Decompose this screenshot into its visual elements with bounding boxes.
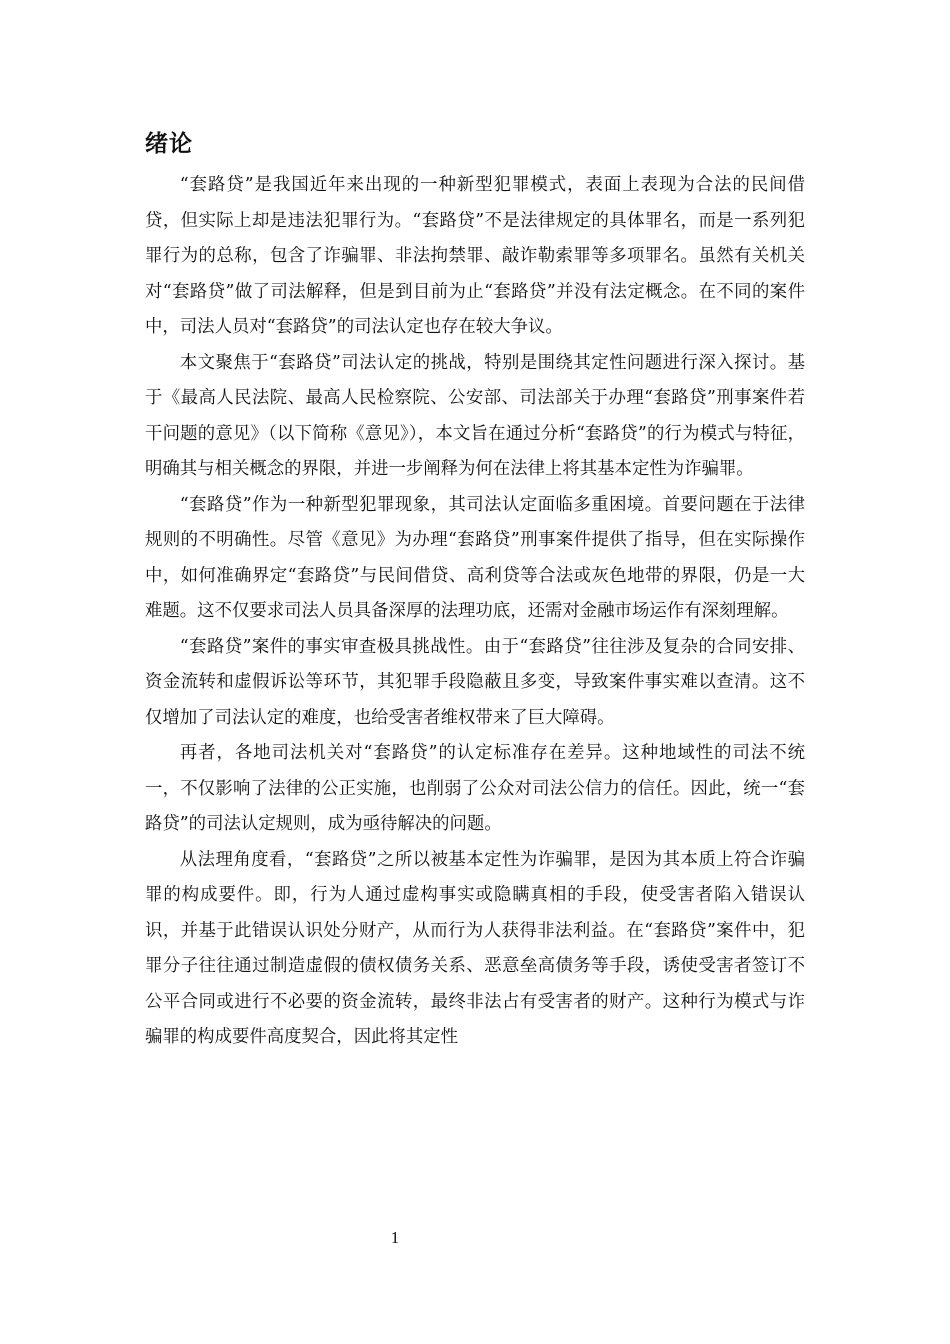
page-number: 1 <box>390 1228 400 1247</box>
paragraph-2: 本文聚焦于“套路贷”司法认定的挑战，特别是围绕其定性问题进行深入探讨。基于《最高人民法院、最高人民检察院、公安部、司法部关于办理“套路贷”刑事案件若干问题的意见》（以下简称《意见》），本文旨在通过分析“套路贷”的行为模式与特征，明确其与相关概念的界限，并进一步阐释为何在法律上将其基本定性为诈骗罪。 <box>145 352 805 479</box>
paragraph-1: “套路贷”是我国近年来出现的一种新型犯罪模式，表面上表现为合法的民间借贷，但实际上却是违法犯罪行为。“套路贷”不是法律规定的具体罪名，而是一系列犯罪行为的总称，包含了诈骗罪、非法拘禁罪、敲诈勒索罪等多项罪名。虽然有关机关对“套路贷”做了司法解释，但是到目前为止“套路贷”并没有法定概念。在不同的案件中，司法人员对“套路贷”的司法认定也存在较大争议。 <box>145 175 805 337</box>
paragraph-4: “套路贷”案件的事实审查极具挑战性。由于“套路贷”往往涉及复杂的合同安排、资金流转和虚假诉讼等环节，其犯罪手段隐蔽且多变，导致案件事实难以查清。这不仅增加了司法认定的难度，也给受害者维权带来了巨大障碍。 <box>145 636 805 728</box>
paragraph-3: “套路贷”作为一种新型犯罪现象，其司法认定面临多重困境。首要问题在于法律规则的不明确性。尽管《意见》为办理“套路贷”刑事案件提供了指导，但在实际操作中，如何准确界定“套路贷”与民间借贷、高利贷等合法或灰色地带的界限，仍是一大难题。这不仅要求司法人员具备深厚的法理功底，还需对金融市场运作有深刻理解。 <box>145 494 805 621</box>
paragraph-6: 从法理角度看，“套路贷”之所以被基本定性为诈骗罪，是因为其本质上符合诈骗罪的构成要件。即，行为人通过虚构事实或隐瞒真相的手段，使受害者陷入错误认识，并基于此错误认识处分财产，从而行为人获得非法利益。在“套路贷”案件中，犯罪分子往往通过制造虚假的债权债务关系、恶意垒高债务等手段，诱使受害者签订不公平合同或进行不必要的资金流转，最终非法占有受害者的财产。这种行为模式与诈骗罪的构成要件高度契合，因此将其定性 <box>145 849 805 1047</box>
paragraph-5: 再者，各地司法机关对“套路贷”的认定标准存在差异。这种地域性的司法不统一，不仅影响了法律的公正实施，也削弱了公众对司法公信力的信任。因此，统一“套路贷”的司法认定规则，成为亟待解决的问题。 <box>145 743 805 834</box>
body-text <box>145 168 805 1056</box>
section-title: 绪论 <box>145 131 193 157</box>
